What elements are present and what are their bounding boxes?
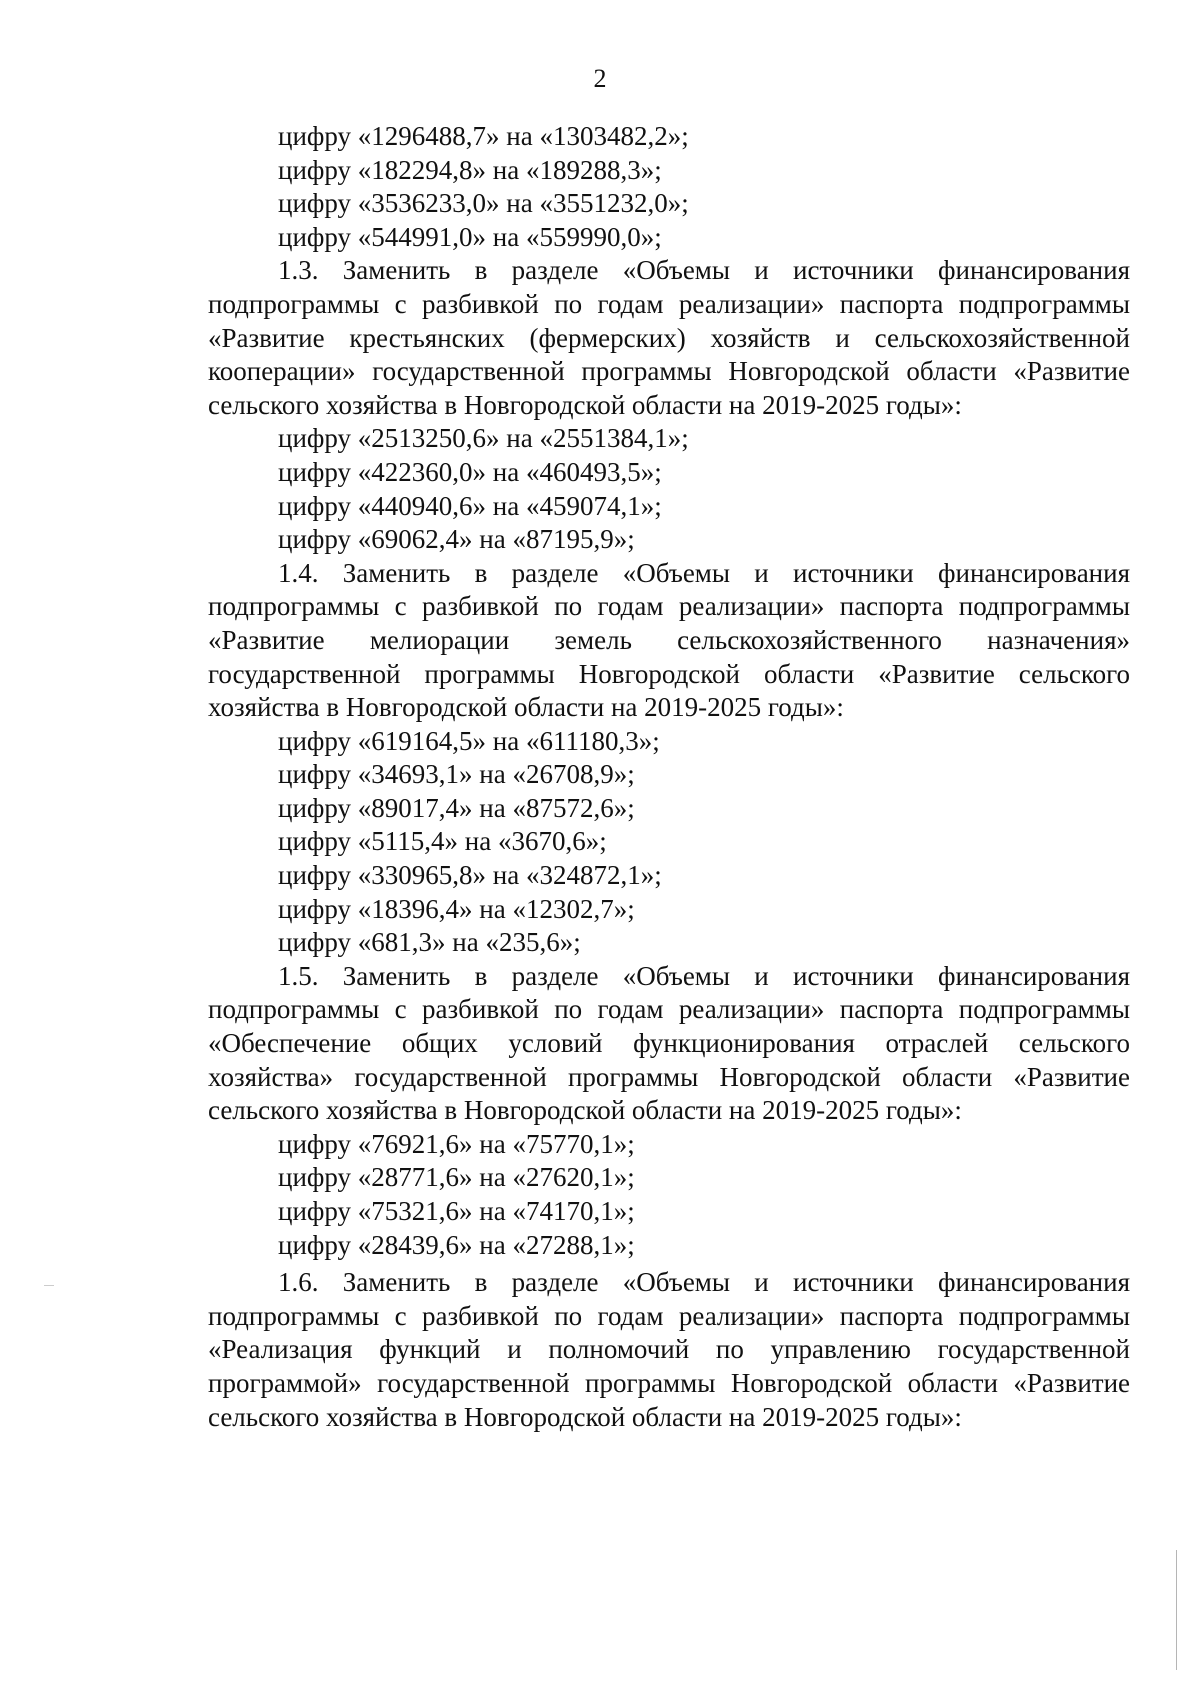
paragraph-1-6: 1.6. Заменить в разделе «Объемы и источники финансирования подпрограммы с разбивкой по годам реализации» паспорта подпрограммы «Реализация функций и полномочий по управлению государственной программой» государственной программы Новгородской области «Развитие сельского хозяйства в Новгородской области на 2019-2025 годы»: (208, 1267, 1130, 1432)
replacement-line: цифру «75321,6» на «74170,1»; (278, 1196, 635, 1226)
replacement-line: цифру «89017,4» на «87572,6»; (278, 792, 635, 823)
replacement-line: цифру «330965,8» на «324872,1»; (278, 860, 662, 891)
replacement-line: цифру «34693,1» на «26708,9»; (278, 759, 635, 790)
replacement-line: цифру «619164,5» на «611180,3»; (278, 725, 660, 756)
replacement-list-1-4 (208, 725, 1130, 960)
replacement-line: цифру «5115,4» на «3670,6»; (278, 826, 607, 857)
replacement-line: цифру «1296488,7» на «1303482,2»; (278, 121, 689, 151)
replacement-line: цифру «440940,6» на «459074,1»; (278, 490, 662, 521)
replacement-line: цифру «18396,4» на «12302,7»; (278, 893, 635, 924)
replacement-list-1 (208, 120, 1130, 254)
document-body (208, 120, 1130, 1434)
replacement-line: цифру «28439,6» на «27288,1»; (278, 1229, 635, 1260)
replacement-line: цифру «69062,4» на «87195,9»; (278, 524, 635, 555)
replacement-line: цифру «3536233,0» на «3551232,0»; (278, 188, 689, 219)
paragraph-1-3: 1.3. Заменить в разделе «Объемы и источники финансирования подпрограммы с разбивкой по годам реализации» паспорта подпрограммы «Развитие крестьянских (фермерских) хозяйств и сельскохозяйственной кооперации» государственной программы Новгородской области «Развитие сельского хозяйства в Новгородской области на 2019-2025 годы»: (208, 255, 1130, 420)
page-number: 2 (593, 64, 607, 93)
replacement-line: цифру «182294,8» на «189288,3»; (278, 154, 662, 185)
paragraph-1-4: 1.4. Заменить в разделе «Объемы и источники финансирования подпрограммы с разбивкой по годам реализации» паспорта подпрограммы «Развитие мелиорации земель сельскохозяйственного назначения» государственной программы Новгородской области «Развитие сельского хозяйства в Новгородской области на 2019-2025 годы»: (208, 557, 1130, 723)
replacement-line: цифру «2513250,6» на «2551384,1»; (278, 423, 689, 454)
replacement-list-1-3 (208, 422, 1130, 556)
replacement-line: цифру «544991,0» на «559990,0»; (278, 221, 662, 252)
replacement-line: цифру «76921,6» на «75770,1»; (278, 1128, 635, 1159)
scan-artifact (44, 1285, 54, 1286)
replacement-list-1-5 (208, 1128, 1130, 1262)
scan-edge-line (1176, 1550, 1177, 1670)
replacement-line: цифру «422360,0» на «460493,5»; (278, 456, 662, 487)
paragraph-1-5: 1.5. Заменить в разделе «Объемы и источники финансирования подпрограммы с разбивкой по годам реализации» паспорта подпрограммы «Обеспечение общих условий функционирования отраслей сельского хозяйства» государственной программы Новгородской области «Развитие сельского хозяйства в Новгородской области на 2019-2025 годы»: (208, 960, 1130, 1126)
replacement-line: цифру «28771,6» на «27620,1»; (278, 1162, 635, 1193)
replacement-line: цифру «681,3» на «235,6»; (278, 927, 581, 958)
